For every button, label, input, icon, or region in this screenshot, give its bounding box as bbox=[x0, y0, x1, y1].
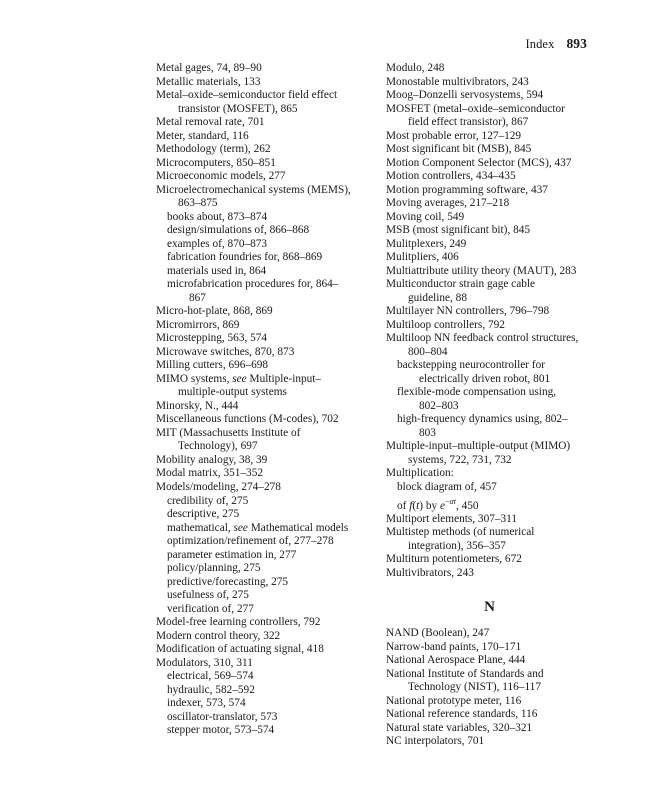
index-entry-continuation: 863–875 bbox=[178, 197, 218, 210]
index-entry: NC interpolators, 701 bbox=[386, 735, 485, 748]
index-entry: Minorsky, N., 444 bbox=[156, 399, 239, 412]
index-entry: Moving averages, 217–218 bbox=[386, 197, 510, 210]
index-entry: Moving coil, 549 bbox=[386, 210, 465, 223]
index-entry: Natural state variables, 320–321 bbox=[386, 721, 533, 734]
index-subentry: credibility of, 275 bbox=[167, 494, 249, 507]
running-header bbox=[525, 36, 587, 52]
section-letter-heading: N bbox=[484, 599, 495, 616]
index-entry-continuation: guideline, 88 bbox=[408, 291, 467, 304]
index-entry-continuation: transistor (MOSFET), 865 bbox=[178, 102, 298, 115]
index-entry: Models/modeling, 274–278 bbox=[156, 480, 281, 493]
index-subentry: block diagram of, 457 bbox=[397, 480, 497, 493]
index-entry: Mobility analogy, 38, 39 bbox=[156, 453, 268, 466]
index-entry: Modulators, 310, 311 bbox=[156, 656, 253, 669]
index-entry: Most significant bit (MSB), 845 bbox=[386, 143, 532, 156]
index-subentry: hydraulic, 582–592 bbox=[167, 683, 255, 696]
index-entry: MIT (Massachusetts Institute of bbox=[156, 426, 301, 439]
index-entry: Motion controllers, 434–435 bbox=[386, 170, 516, 183]
index-subentry: design/simulations of, 866–868 bbox=[167, 224, 310, 237]
index-entry: Narrow-band paints, 170–171 bbox=[386, 640, 522, 653]
index-column-right bbox=[386, 62, 601, 749]
index-subentry: oscillator-translator, 573 bbox=[167, 710, 278, 723]
index-entry: Modal matrix, 351–352 bbox=[156, 467, 263, 480]
index-entry: Modern control theory, 322 bbox=[156, 629, 281, 642]
index-entry-continuation: 803 bbox=[419, 426, 436, 439]
index-entry-continuation: electrically driven robot, 801 bbox=[419, 372, 551, 385]
index-subentry: flexible-mode compensation using, bbox=[397, 386, 557, 399]
index-entry: Modulo, 248 bbox=[386, 62, 445, 74]
index-subentry: electrical, 569–574 bbox=[167, 670, 254, 683]
index-subentry: materials used in, 864 bbox=[167, 264, 267, 277]
index-subentry: optimization/refinement of, 277–278 bbox=[167, 535, 334, 548]
index-entry: National Aerospace Plane, 444 bbox=[386, 654, 526, 667]
index-entry-continuation: 802–803 bbox=[419, 399, 459, 412]
index-entry: Mulitplexers, 249 bbox=[386, 237, 467, 250]
index-entry: Multiconductor strain gage cable bbox=[386, 278, 536, 291]
index-entry: Miscellaneous functions (M-codes), 702 bbox=[156, 413, 339, 426]
section-m-continued bbox=[386, 62, 601, 580]
index-entry: Microwave switches, 870, 873 bbox=[156, 345, 295, 358]
index-entry: MIMO systems, see Multiple-input– bbox=[156, 372, 322, 385]
index-entry: Multiturn potentiometers, 672 bbox=[386, 553, 522, 566]
index-subentry: indexer, 573, 574 bbox=[167, 697, 246, 710]
index-entry: Micromirrors, 869 bbox=[156, 318, 240, 331]
index-subentry: parameter estimation in, 277 bbox=[167, 548, 297, 561]
index-subentry: backstepping neurocontroller for bbox=[397, 359, 546, 372]
index-subentry: books about, 873–874 bbox=[167, 210, 268, 223]
index-entry: Metal gages, 74, 89–90 bbox=[156, 62, 262, 74]
index-entry: Metal removal rate, 701 bbox=[156, 116, 265, 129]
index-entry: National prototype meter, 116 bbox=[386, 694, 522, 707]
index-entry: Multistep methods (of numerical bbox=[386, 526, 535, 539]
index-entry-continuation: Technology), 697 bbox=[178, 440, 258, 453]
index-entry: Multiple-input–multiple-output (MIMO) bbox=[386, 440, 571, 453]
index-entry-continuation: multiple-output systems bbox=[178, 386, 287, 399]
index-entry: Model-free learning controllers, 792 bbox=[156, 616, 321, 629]
index-entry: Microelectromechanical systems (MEMS), bbox=[156, 183, 351, 196]
index-entry: Multiplication: bbox=[386, 467, 454, 480]
index-subentry: verification of, 277 bbox=[167, 602, 254, 615]
index-entry-continuation: 867 bbox=[189, 291, 206, 304]
index-subentry: stepper motor, 573–574 bbox=[167, 724, 275, 737]
index-entry: Multiport elements, 307–311 bbox=[386, 512, 518, 525]
index-subentry: descriptive, 275 bbox=[167, 508, 240, 521]
index-entry: Metal–oxide–semiconductor field effect bbox=[156, 89, 338, 102]
index-entry: National reference standards, 116 bbox=[386, 708, 538, 721]
header-label: Index bbox=[525, 37, 555, 51]
index-entry: Micro-hot-plate, 868, 869 bbox=[156, 305, 273, 318]
index-entry: Multivibrators, 243 bbox=[386, 566, 474, 579]
index-entry: MSB (most significant bit), 845 bbox=[386, 224, 531, 237]
index-entry: National Institute of Standards and bbox=[386, 667, 544, 680]
index-subentry: mathematical, see Mathematical models bbox=[167, 521, 349, 534]
index-entry: Modification of actuating signal, 418 bbox=[156, 643, 324, 656]
section-n bbox=[386, 627, 601, 749]
index-entry-continuation: 800–804 bbox=[408, 345, 448, 358]
index-entry: Microstepping, 563, 574 bbox=[156, 332, 268, 345]
index-entry-continuation: Technology (NIST), 116–117 bbox=[408, 681, 541, 694]
index-entry: Multiloop NN feedback control structures, bbox=[386, 332, 579, 345]
index-entry: Microcomputers, 850–851 bbox=[156, 156, 276, 169]
index-entry: Multiattribute utility theory (MAUT), 283 bbox=[386, 264, 577, 277]
index-entry: Microeconomic models, 277 bbox=[156, 170, 286, 183]
index-entry: MOSFET (metal–oxide–semiconductor bbox=[386, 102, 565, 115]
index-subentry: high-frequency dynamics using, 802– bbox=[397, 413, 568, 426]
index-entry: Most probable error, 127–129 bbox=[386, 129, 522, 142]
index-subentry: usefulness of, 275 bbox=[167, 589, 249, 602]
index-subentry: fabrication foundries for, 868–869 bbox=[167, 251, 323, 264]
index-subentry: examples of, 870–873 bbox=[167, 237, 268, 250]
index-entry: Milling cutters, 696–698 bbox=[156, 359, 269, 372]
index-entry: NAND (Boolean), 247 bbox=[386, 627, 490, 640]
index-entry: Multilayer NN controllers, 796–798 bbox=[386, 305, 550, 318]
page-number: 893 bbox=[566, 36, 587, 51]
index-subentry: policy/planning, 275 bbox=[167, 562, 261, 575]
index-entry: Methodology (term), 262 bbox=[156, 143, 271, 156]
index-entry: Multiloop controllers, 792 bbox=[386, 318, 505, 331]
index-entry: Metallic materials, 133 bbox=[156, 75, 261, 88]
index-entry: Moog–Donzelli servosystems, 594 bbox=[386, 89, 544, 102]
index-entry: Motion Component Selector (MCS), 437 bbox=[386, 156, 572, 169]
index-entry: Meter, standard, 116 bbox=[156, 129, 249, 142]
index-entry-continuation: field effect transistor), 867 bbox=[408, 116, 529, 129]
index-entry-continuation: integration), 356–357 bbox=[408, 539, 506, 552]
index-column-left bbox=[156, 62, 376, 738]
index-subentry: predictive/forecasting, 275 bbox=[167, 575, 289, 588]
index-entry: Monostable multivibrators, 243 bbox=[386, 75, 529, 88]
index-entry-continuation: systems, 722, 731, 732 bbox=[408, 453, 512, 466]
index-subentry: microfabrication procedures for, 864– bbox=[167, 278, 339, 291]
index-subentry: of f(t) by $e^{-\alpha t}$, 450 bbox=[397, 496, 479, 512]
index-entry: Motion programming software, 437 bbox=[386, 183, 548, 196]
index-entry: Mulitpliers, 406 bbox=[386, 251, 459, 264]
